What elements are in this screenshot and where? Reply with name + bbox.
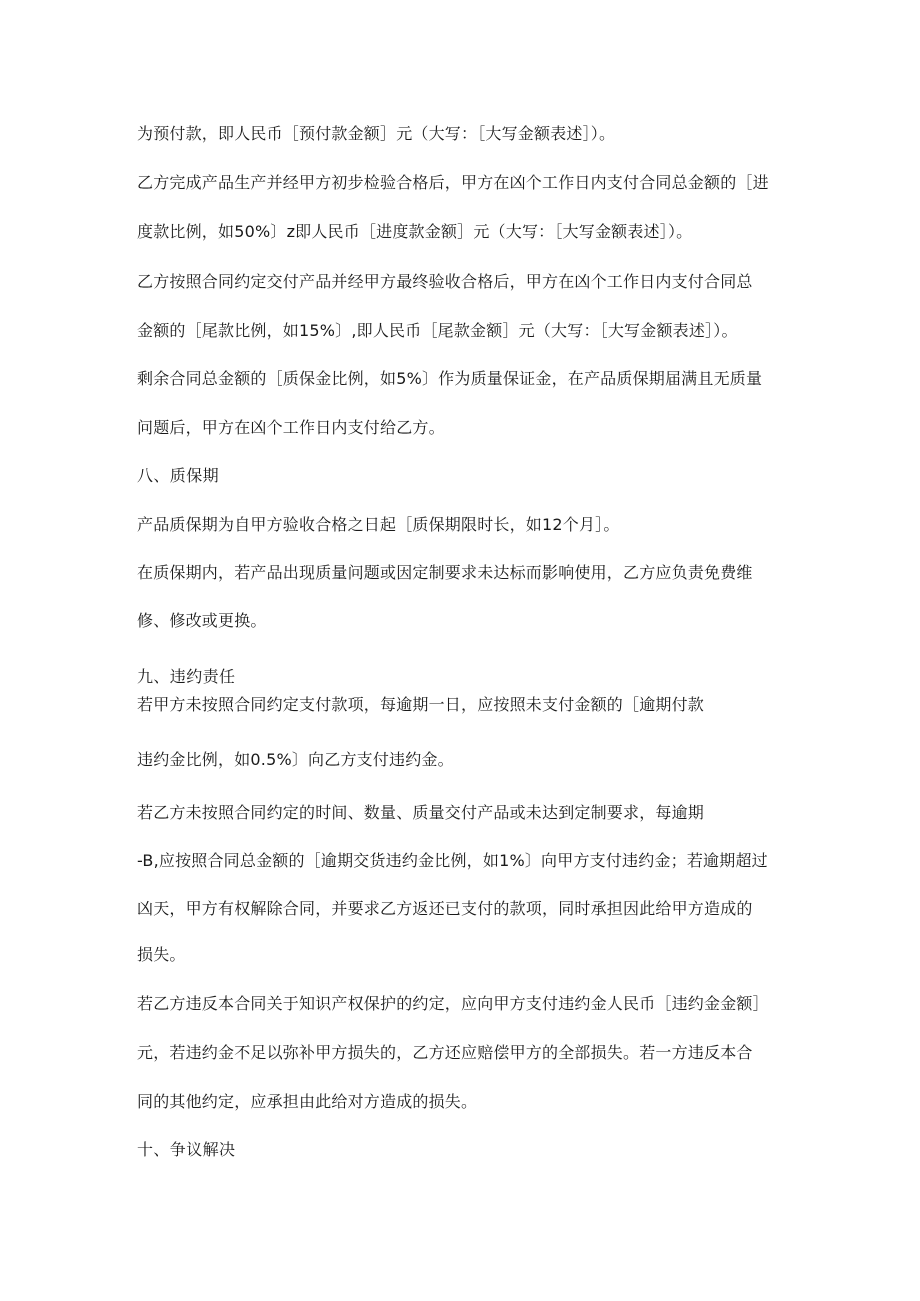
paragraph-line: 同的其他约定，应承担由此给对方造成的损失。 <box>137 1092 478 1111</box>
paragraph-line: 元，若违约金不足以弥补甲方损失的，乙方还应赔偿甲方的全部损失。若一方违反本合 <box>137 1043 753 1062</box>
section-heading-liability: 九、违约责任 <box>137 667 236 686</box>
paragraph-line: 若乙方违反本合同关于知识产权保护的约定，应向甲方支付违约金人民币［违约金金额］ <box>137 994 769 1013</box>
paragraph-line: 为预付款，即人民币［预付款金额］元（大写：［大写金额表述］）。 <box>137 124 616 143</box>
paragraph-line: 凶天，甲方有权解除合同，并要求乙方返还已支付的款项，同时承担因此给甲方造成的 <box>137 899 753 918</box>
section-heading-dispute: 十、争议解决 <box>137 1140 236 1159</box>
paragraph-line: 乙方完成产品生产并经甲方初步检验合格后，甲方在凶个工作日内支付合同总金额的［进 <box>137 173 769 192</box>
paragraph-line: 乙方按照合同约定交付产品并经甲方最终验收合格后，甲方在凶个工作日内支付合同总 <box>137 272 753 291</box>
paragraph-line: 若乙方未按照合同约定的时间、数量、质量交付产品或未达到定制要求，每逾期 <box>137 803 705 822</box>
paragraph-line: 在质保期内，若产品出现质量问题或因定制要求未达标而影响使用，乙方应负责免费维 <box>137 563 753 582</box>
paragraph-line: 剩余合同总金额的［质保金比例，如5%〕作为质量保证金，在产品质保期届满且无质量 <box>137 369 763 388</box>
paragraph-line: 修、修改或更换。 <box>137 611 267 630</box>
paragraph-line: 金额的［尾款比例，如15%〕,即人民币［尾款金额］元（大写：［大写金额表述］）。 <box>137 321 738 340</box>
paragraph-line: 损失。 <box>137 945 186 964</box>
paragraph-line: -B,应按照合同总金额的［逾期交货违约金比例，如1%〕向甲方支付违约金；若逾期超过 <box>137 851 768 870</box>
paragraph-line: 违约金比例，如0.5%〕向乙方支付违约金。 <box>137 750 454 769</box>
paragraph-line: 度款比例，如50%〕z即人民币［进度款金额］元（大写：［大写金额表述］）。 <box>137 222 693 241</box>
section-heading-warranty: 八、质保期 <box>137 466 220 485</box>
paragraph-line: 产品质保期为自甲方验收合格之日起［质保期限时长，如12个月］。 <box>137 515 620 534</box>
paragraph-line: 问题后，甲方在凶个工作日内支付给乙方。 <box>137 418 445 437</box>
paragraph-line: 若甲方未按照合同约定支付款项，每逾期一日，应按照未支付金额的［逾期付款 <box>137 695 705 714</box>
